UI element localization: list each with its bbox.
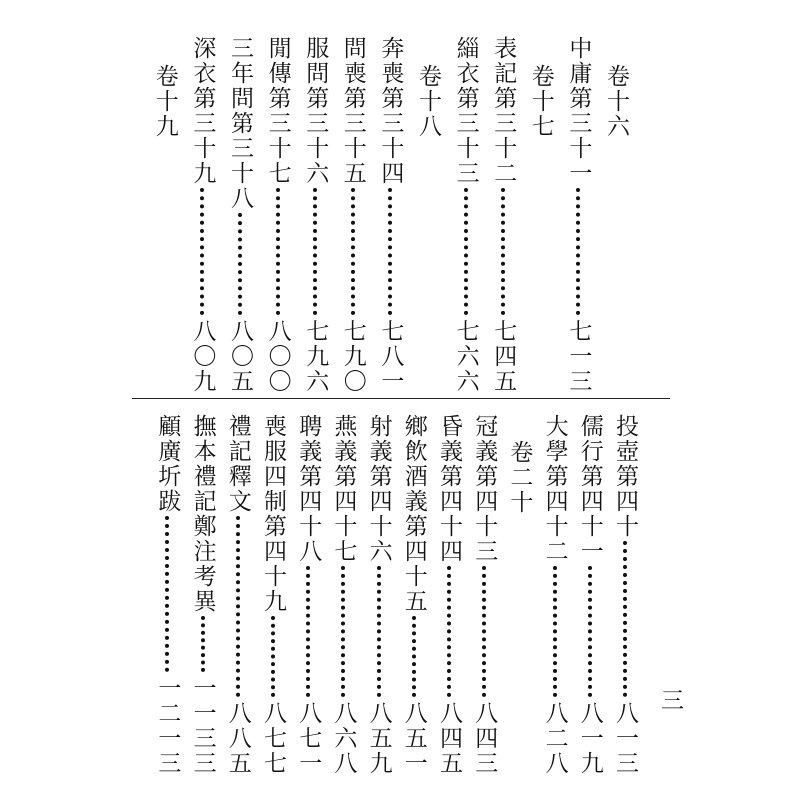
dot-leader [388, 188, 392, 315]
volume-heading [152, 64, 178, 139]
volume-heading [603, 64, 629, 139]
dot-leader [201, 616, 205, 672]
entry-title: 緇衣第三十三 [452, 36, 479, 186]
toc-entry [565, 36, 591, 394]
entry-title: 投壺第四十 [612, 414, 638, 539]
toc-entry [612, 414, 638, 776]
toc-entry [436, 414, 462, 776]
toc-entry [330, 414, 356, 776]
entry-title: 中庸第三十一 [565, 36, 592, 186]
entry-title: 昏義第四十四 [436, 414, 462, 564]
toc-entry [295, 414, 321, 776]
entry-title: 撫本禮記鄭注考異 [189, 414, 216, 614]
entry-page: 八四三 [471, 701, 498, 776]
dot-leader [236, 516, 240, 697]
volume-heading [415, 64, 441, 139]
dot-leader [271, 616, 275, 697]
entry-page: 一二一三 [154, 676, 181, 776]
entry-page: 八〇五 [227, 319, 253, 394]
toc-entry [189, 36, 215, 394]
entry-page: 八一九 [576, 701, 603, 776]
toc-entry [490, 36, 516, 394]
dot-leader [377, 566, 381, 697]
dot-leader [447, 566, 451, 697]
volume-heading-text: 卷十八 [415, 64, 441, 139]
dot-leader [553, 566, 557, 697]
dot-leader [623, 541, 627, 697]
dot-leader [501, 188, 505, 315]
entry-title: 射義第四十六 [365, 414, 392, 564]
volume-heading [528, 64, 554, 139]
toc-entry [401, 414, 427, 776]
page-number: 三 [657, 688, 683, 713]
toc-entry [453, 36, 479, 394]
toc-entry [377, 36, 403, 394]
entry-title: 燕義第四十七 [330, 414, 357, 564]
entry-title: 聘義第四十八 [295, 414, 322, 564]
dot-leader [588, 566, 592, 697]
entry-page: 八八五 [224, 701, 251, 776]
dot-leader [165, 516, 169, 672]
volume-heading-text: 卷十九 [151, 64, 178, 139]
entry-page: 八五九 [365, 701, 392, 776]
toc-entry [260, 414, 286, 776]
entry-title: 鄉飲酒義第四十五 [400, 414, 427, 614]
volume-heading-text: 卷十六 [603, 64, 629, 139]
entry-page: 七九六 [302, 319, 329, 394]
entry-title: 表記第三十二 [490, 36, 517, 186]
entry-title: 三年問第三十八 [227, 36, 253, 211]
entry-page: 一一三三 [189, 676, 216, 776]
toc-entry [471, 414, 497, 776]
volume-heading [506, 440, 532, 515]
dot-leader [482, 566, 486, 697]
band-divider [132, 398, 670, 399]
dot-leader [306, 566, 310, 697]
entry-page: 八一三 [612, 701, 638, 776]
dot-leader [464, 188, 468, 315]
dot-leader [313, 188, 317, 315]
entry-title: 問喪第三十五 [339, 36, 366, 186]
toc-entry [190, 414, 216, 776]
entry-page: 八〇〇 [264, 319, 291, 394]
entry-title: 喪服四制第四十九 [260, 414, 286, 614]
volume-heading-text: 卷十七 [527, 64, 554, 139]
entry-page: 八五一 [400, 701, 427, 776]
entry-page: 八七一 [295, 701, 322, 776]
entry-title: 顧廣圻跋 [154, 414, 181, 514]
entry-title: 閒傳第三十七 [264, 36, 291, 186]
entry-page: 八四五 [436, 701, 462, 776]
dot-leader [351, 188, 355, 315]
entry-title: 儒行第四十一 [576, 414, 603, 564]
toc-entry [225, 414, 251, 776]
dot-leader [238, 213, 242, 315]
entry-page: 七四五 [490, 319, 517, 394]
entry-page: 七八一 [377, 319, 404, 394]
entry-page: 八二八 [541, 701, 568, 776]
entry-title: 禮記釋文 [224, 414, 251, 514]
entry-page: 八六八 [330, 701, 357, 776]
entry-title: 服問第三十六 [302, 36, 329, 186]
entry-title: 奔喪第三十四 [377, 36, 404, 186]
toc-entry [542, 414, 568, 776]
entry-page: 七九〇 [339, 319, 366, 394]
dot-leader [576, 188, 580, 315]
dot-leader [276, 188, 280, 315]
dot-leader [341, 566, 345, 697]
volume-heading-text: 卷二十 [506, 440, 533, 515]
entry-page: 七一三 [565, 319, 592, 394]
dot-leader [200, 188, 204, 315]
entry-title: 大學第四十二 [541, 414, 568, 564]
toc-entry [227, 36, 253, 394]
entry-title: 冠義第四十三 [471, 414, 498, 564]
entry-page: 八〇九 [189, 319, 216, 394]
toc-entry [154, 414, 180, 776]
toc-entry [302, 36, 328, 394]
entry-title: 深衣第三十九 [189, 36, 216, 186]
toc-entry [577, 414, 603, 776]
entry-page: 八七七 [260, 701, 286, 776]
toc-entry [265, 36, 291, 394]
toc-entry [340, 36, 366, 394]
entry-page: 七六六 [452, 319, 479, 394]
dot-leader [412, 616, 416, 697]
toc-entry [366, 414, 392, 776]
